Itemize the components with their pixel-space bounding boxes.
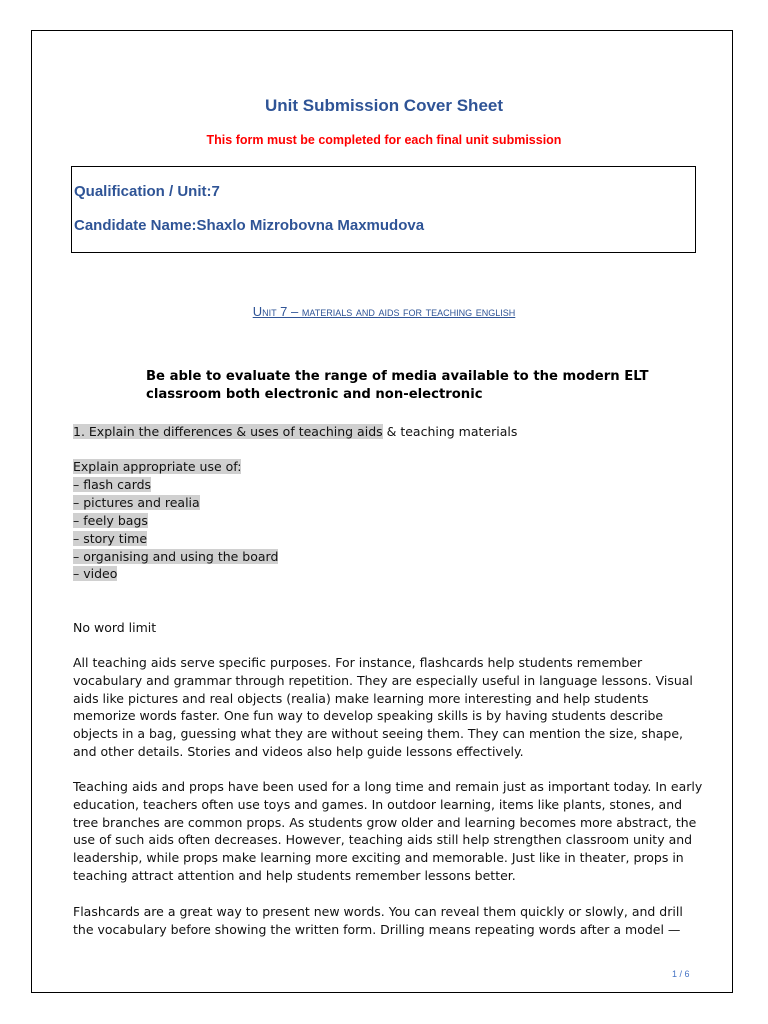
task-question-highlighted: 1. Explain the differences & uses of teaching aids bbox=[73, 424, 383, 439]
list-item: – pictures and realia bbox=[73, 494, 200, 510]
candidate-name-field: Candidate Name:Shaxlo Mizrobovna Maxmudova bbox=[74, 217, 425, 234]
word-limit-note: No word limit bbox=[73, 620, 157, 635]
learning-objective: Be able to evaluate the range of media available to the modern ELT classroom both electronic and non-electronic bbox=[146, 369, 649, 402]
candidate-info-box bbox=[71, 166, 696, 253]
body-paragraph: Teaching aids and props have been used for a long time and remain just as important today. In early education, teachers often use toys and games. In outdoor learning, items like plants, stones, and tree branches are common props. As students grow older and learning becomes more abstract, the use of such aids often decreases. However, teaching aids still help strengthen classroom unity and leadership, while props make learning more exciting and memorable. Just like in theater, props in teaching attract attention and help students remember lessons better. bbox=[73, 779, 703, 883]
unit-heading-link[interactable]: Unit 7 – materials and aids for teaching english bbox=[252, 304, 516, 319]
list-heading: Explain appropriate use of: bbox=[73, 459, 242, 474]
document-title: Unit Submission Cover Sheet bbox=[264, 96, 504, 115]
page-number: 1 / 6 bbox=[672, 969, 690, 979]
list-item: – video bbox=[73, 566, 118, 582]
list-item: – feely bags bbox=[73, 512, 148, 528]
list-item: – organising and using the board bbox=[73, 548, 279, 564]
form-notice: This form must be completed for each final unit submission bbox=[206, 133, 562, 147]
body-paragraph: All teaching aids serve specific purposes. For instance, flashcards help students remember vocabulary and grammar through repetition. They are especially useful in language lessons. Visual aids like pictures and real objects (realia) make learning more interesting and help students memorize words faster. One fun way to develop speaking skills is by having students describe objects in a bag, guessing what they are without seeing them. They can mention the size, shape, and other details. Stories and videos also help guide lessons effectively. bbox=[73, 655, 693, 759]
body-paragraph: Flashcards are a great way to present new words. You can reveal them quickly or slowly, and drill the vocabulary before showing the written form. Drilling means repeating words after a model — bbox=[73, 904, 683, 937]
explain-use-list bbox=[73, 458, 278, 583]
list-item: – story time bbox=[73, 530, 148, 546]
task-question-rest: & teaching materials bbox=[382, 424, 518, 439]
qualification-unit-field: Qualification / Unit:7 bbox=[74, 183, 220, 200]
task-question bbox=[73, 423, 517, 440]
list-item: – flash cards bbox=[73, 476, 152, 492]
